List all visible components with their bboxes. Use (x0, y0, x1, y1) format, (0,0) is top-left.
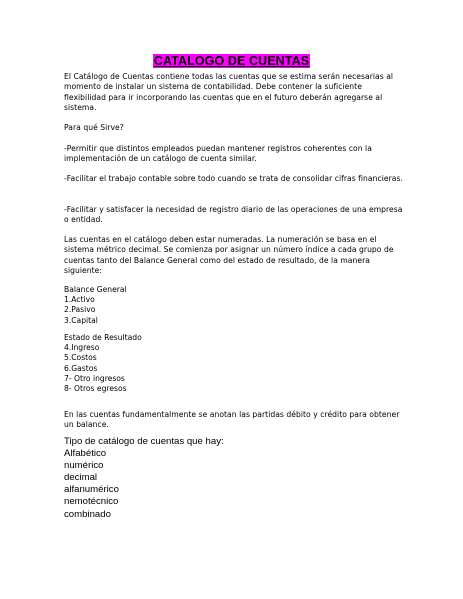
list-item: 7- Otro ingresos (64, 373, 125, 383)
list-item: 6.Gastos (64, 363, 98, 373)
list-item: 3.Capital (64, 315, 98, 325)
catalog-types-section (64, 436, 224, 521)
purpose-question: Para qué Sirve? (64, 123, 124, 132)
estado-resultado-heading: Estado de Resultado (64, 333, 142, 342)
list-item: 1.Activo (64, 295, 95, 305)
intro-paragraph: El Catálogo de Cuentas contiene todas las cuentas que se estima serán necesarias al momento de instalar un sistema de contabilidad. Debe contener la suficiente flexibilidad para ir incorporando las cuentas que en el futuro deberán agregarse al sistema. (64, 72, 394, 113)
purpose-item-1: -Permitir que distintos empleados puedan mantener registros coherentes con la implementación de un catálogo de cuenta similar. (64, 144, 372, 164)
list-item: 8- Otros egresos (64, 384, 127, 394)
numbering-paragraph: Las cuentas en el catálogo deben estar numeradas. La numeración se basa en el sistema métrico decimal. Se comienza por asignar un número índice a cada grupo de cuentas tanto del Balance General como del estado de resultado, de la manera siguiente: (64, 235, 394, 276)
list-item: decimal (64, 472, 98, 484)
estado-resultado-list (64, 343, 142, 394)
list-item: Alfabético (64, 448, 107, 460)
document-title: CATALOGO DE CUENTAS (153, 54, 310, 68)
list-item: numérico (64, 460, 104, 472)
title-container (0, 52, 463, 70)
catalog-types-list (64, 448, 224, 521)
balance-general-section (64, 285, 127, 326)
list-item: nemotécnico (64, 496, 119, 508)
list-item: 5.Costos (64, 353, 97, 363)
catalog-types-heading: Tipo de catálogo de cuentas que hay: (64, 436, 224, 447)
list-item: 2.Pasivo (64, 305, 96, 315)
fundamental-paragraph: En las cuentas fundamentalmente se anotan las partidas débito y crédito para obtener un balance. (64, 410, 400, 430)
list-item: combinado (64, 508, 111, 520)
purpose-item-2: -Facilitar el trabajo contable sobre todo cuando se trata de consolidar cifras financieras. (64, 174, 403, 183)
estado-resultado-section (64, 333, 142, 394)
balance-general-heading: Balance General (64, 285, 127, 294)
list-item: 4.Ingreso (64, 343, 100, 353)
balance-general-list (64, 295, 127, 326)
purpose-item-3: -Facilitar y satisfacer la necesidad de registro diario de las operaciones de una empresa o entidad. (64, 205, 403, 225)
list-item: alfanumérico (64, 484, 119, 496)
